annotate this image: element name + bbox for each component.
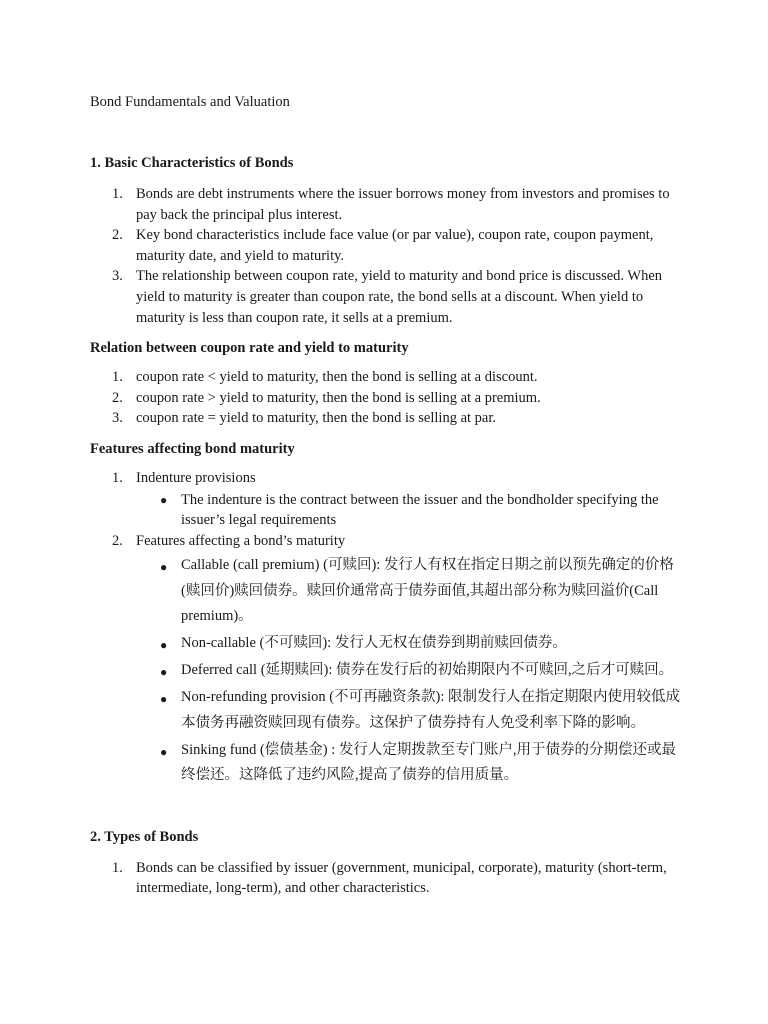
bullet-icon: ● xyxy=(160,560,168,575)
list-number: 3. xyxy=(112,268,123,285)
maturity-features-bullet-list xyxy=(136,553,690,789)
document-page xyxy=(90,92,690,899)
bullet-text: Deferred call (延期赎回): 债券在发行后的初始期限内不可赎回,之后才可赎回。 xyxy=(181,662,674,679)
list-item xyxy=(90,225,690,266)
section-heading-basic-characteristics: 1. Basic Characteristics of Bonds xyxy=(90,155,294,171)
list-item-text: Bonds are debt instruments where the issuer borrows money from investors and promises to pay back the principal plus interest. xyxy=(136,186,670,223)
bullet-icon: ● xyxy=(160,692,168,707)
section-heading-types-of-bonds: 2. Types of Bonds xyxy=(90,828,199,845)
list-number: 2. xyxy=(112,389,123,406)
list-item-text: Features affecting a bond’s maturity xyxy=(136,532,346,549)
list-item-text: The relationship between coupon rate, yield to maturity and bond price is discussed. When yield to maturity is greater than coupon rate, the bond sells at a discount. When yield to maturity is less than coupon rate, it sells at a premium. xyxy=(136,268,663,326)
bullet-item xyxy=(136,685,690,736)
list-item-text: coupon rate > yield to maturity, then the bond is selling at a premium. xyxy=(136,389,541,406)
types-of-bonds-list xyxy=(90,858,690,899)
list-item xyxy=(90,367,690,388)
indenture-bullet-list xyxy=(136,490,690,531)
coupon-yield-relation-list xyxy=(90,367,690,429)
subheading-coupon-yield-relation: Relation between coupon rate and yield to maturity xyxy=(90,340,409,357)
list-item xyxy=(90,388,690,409)
bullet-icon: ● xyxy=(160,744,168,759)
bullet-icon: ● xyxy=(160,665,168,680)
bullet-text: Non-callable (不可赎回): 发行人无权在债券到期前赎回债券。 xyxy=(181,635,567,652)
list-item-text: Key bond characteristics include face value (or par value), coupon rate, coupon payment, maturity date, and yield to maturity. xyxy=(136,227,654,264)
features-list xyxy=(90,468,690,789)
list-item-text: Indenture provisions xyxy=(136,469,256,486)
document-title: Bond Fundamentals and Valuation xyxy=(90,94,290,110)
bullet-item xyxy=(136,553,690,630)
list-item xyxy=(90,531,690,789)
list-number: 1. xyxy=(112,186,123,202)
list-number: 1. xyxy=(112,369,123,386)
bullet-item xyxy=(136,490,690,531)
bullet-text: Callable (call premium) (可赎回): 发行人有权在指定日期之前以预先确定的价格(赎回价)赎回债券。赎回价通常高于债券面值,其超出部分称为赎回溢价(Call premium)。 xyxy=(181,557,674,625)
bullet-icon: ● xyxy=(160,492,168,507)
bullet-item xyxy=(136,658,690,684)
list-item xyxy=(90,408,690,429)
bullet-item xyxy=(136,631,690,657)
list-number: 2. xyxy=(112,227,123,244)
bullet-text: The indenture is the contract between the issuer and the bondholder specifying the issuer’s legal requirements xyxy=(181,491,659,529)
list-item-text: Bonds can be classified by issuer (government, municipal, corporate), maturity (short-term, intermediate, long-term), and other characteristics. xyxy=(136,859,667,897)
list-number: 1. xyxy=(112,859,123,876)
list-item-text: coupon rate < yield to maturity, then the bond is selling at a discount. xyxy=(136,369,538,386)
list-number: 1. xyxy=(112,469,123,486)
list-item-text: coupon rate = yield to maturity, then the bond is selling at par. xyxy=(136,410,496,427)
list-number: 3. xyxy=(112,410,123,427)
list-number: 2. xyxy=(112,532,123,549)
bullet-text: Non-refunding provision (不可再融资条款): 限制发行人在指定期限内使用较低成本债务再融资赎回现有债券。这保护了债券持有人免受利率下降的影响。 xyxy=(181,689,681,731)
list-item xyxy=(90,266,690,328)
bullet-icon: ● xyxy=(160,638,168,653)
bullet-text: Sinking fund (偿债基金) : 发行人定期拨款至专门账户,用于债券的分期偿还或最终偿还。这降低了违约风险,提高了债券的信用质量。 xyxy=(181,741,677,784)
list-item xyxy=(90,184,690,225)
subheading-features-maturity: Features affecting bond maturity xyxy=(90,440,295,457)
basic-characteristics-list xyxy=(90,184,690,328)
list-item xyxy=(90,858,690,899)
list-item xyxy=(90,468,690,531)
bullet-item xyxy=(136,738,690,789)
